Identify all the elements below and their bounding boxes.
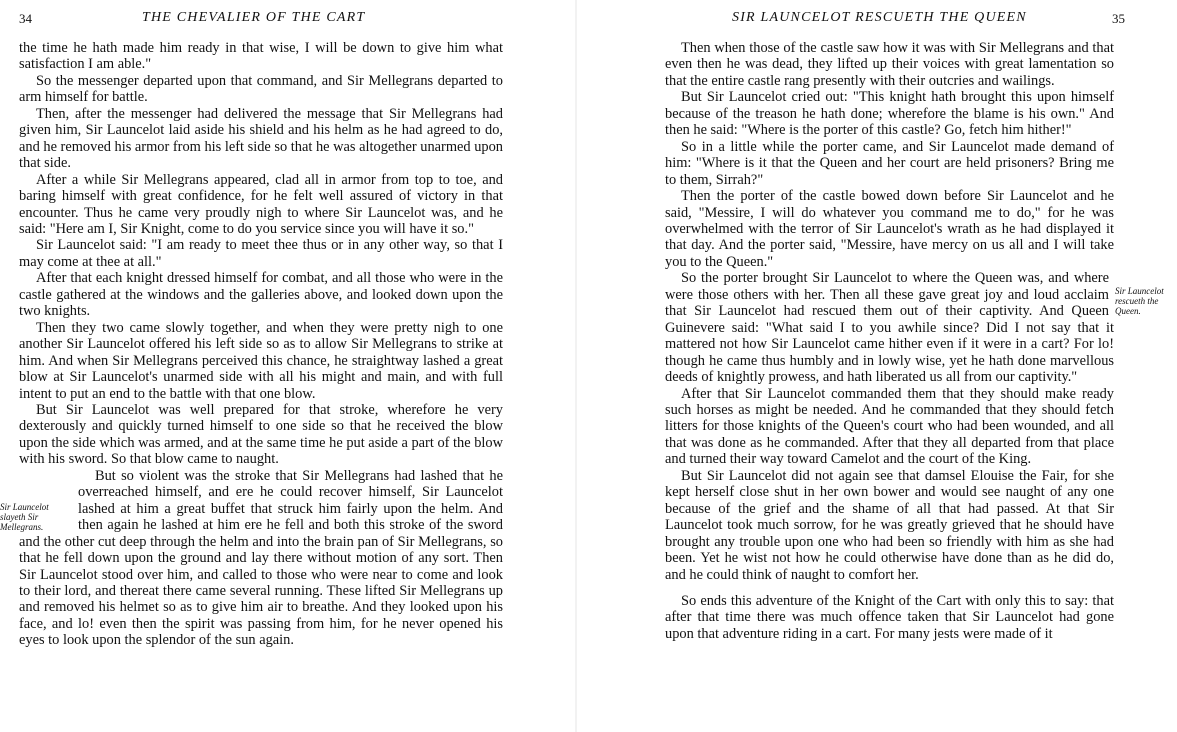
paragraph: Then they two came slowly together, and when they were pretty nigh to one another Sir Launcelot offered his left side so as to allow Sir Mellegrans to strike at him. And when Sir Mellegrans perceived this chance, he straightway lashed a great blow at Sir Launcelot's unarmed side with all his might and main, and with full intent to put an end to the battle with that one blow. — [19, 319, 503, 402]
section-gap — [665, 583, 1114, 593]
paragraph: Then the porter of the castle bowed down before Sir Launcelot and he said, "Messire, I will do whatever you command me to do," for he was overwhelmed with the terror of Sir Launcelot's wrath as he had displayed it that day. And the porter said, "Messire, have mercy on us all and I will take you to the Queen." — [665, 188, 1114, 270]
paragraph: So in a little while the porter came, and Sir Launcelot made demand of him: "Where is it that the Queen and her court are held prisoners? Bring me to them, Sirrah?" — [665, 138, 1114, 188]
paragraph: So the messenger departed upon that command, and Sir Mellegrans departed to arm himself for battle. — [19, 72, 503, 106]
running-head — [0, 9, 576, 29]
left-page — [0, 0, 576, 732]
paragraph: Sir Launcelot said: "I am ready to meet thee thus or in any other way, so that I may come at thee at all." — [19, 237, 503, 270]
paragraph: But Sir Launcelot cried out: "This knight hath brought this upon himself because of the treason he hath done; wherefore the blame is his own." And then he said: "Where is the porter of this castle? Go, fetch him hither!" — [665, 89, 1114, 139]
page-number: 34 — [19, 11, 32, 26]
paragraph: So ends this adventure of the Knight of the Cart with only this to say: that after that time there was much offence taken that Sir Launcelot had gone upon that adventure riding in a cart. For many jests were made of it — [665, 592, 1114, 642]
page-number: 35 — [1112, 11, 1125, 26]
marginal-note: Sir Launcelot rescueth the Queen. — [1115, 286, 1164, 317]
right-page — [576, 0, 1164, 732]
paragraph: But Sir Launcelot was well prepared for that stroke, wherefore he very dexterously and quickly turned himself to one side so that he received the blow upon the side which was armed, and at the same time he put aside a part of the blow with his sword. So that blow came to naught. — [19, 401, 503, 468]
body-text — [0, 40, 503, 649]
running-head-title: SIR LAUNCELOT RESCUETH THE QUEEN — [732, 10, 1027, 25]
paragraph: After that each knight dressed himself for combat, and all those who were in the castle gathered at the windows and the galleries above, and looked down upon the two knights. — [19, 270, 503, 320]
paragraph: the time he hath made him ready in that wise, I will be down to give him what satisfaction I am able." — [19, 40, 503, 73]
paragraph: After a while Sir Mellegrans appeared, clad all in armor from top to toe, and baring himself with great confidence, for he felt well assured of victory in that encounter. Thus he came very proudly nigh to where Sir Launcelot was, and he said: "Here am I, Sir Knight, come to do you service since you will have it so." — [19, 171, 503, 237]
paragraph: But so violent was the stroke that Sir Mellegrans had lashed that he overreached himself, and ere he could recover himself, Sir Launcelot lashed at him a great buffet that struck him fairly upon the helm. And then again he lashed at him ere he fell and both this stroke of the sword and the other cut deep through the helm and into the brain pan of Sir Mellegrans, so that he fell down upon the ground and lay there without motion of any sort. Then Sir Launcelot stood over him, and called to those who were near to come and look to their lord, and thereat there came several running. These lifted Sir Mellegrans up and removed his helmet so as to give him air to breathe. And they looked upon his face, and lo! even then the spirit was passing from him, for he never opened his eyes to look upon the splendor of the sun again. — [19, 467, 503, 649]
marginal-note: Sir Launcelot slayeth Sir Mellegrans. — [0, 501, 49, 532]
paragraph: But Sir Launcelot did not again see that damsel Elouise the Fair, for she kept herself close shut in her own bower and would see naught of any one because of the grief and the shame of all that had passed. At that Sir Launcelot took much sorrow, for he was greatly grieved that he should have brought any trouble upon one who had been so friendly with him as she had been. Yet he wist not how he could otherwise have done than as he did do, and he could think of naught to comfort her. — [665, 467, 1114, 583]
paragraph: So the porter brought Sir Launcelot to where the Queen was, and where were those others with her. Then all these gave great joy and loud acclaim that Sir Launcelot had rescued them out of their captivity. And Queen Guinevere said: "What said I to you awhile since? Did I not say that it mattered not how Sir Launcelot came hither even if it were in a cart? For lo! though he came thus humbly and in lowly wise, yet he hath done marvellous deeds of knightly prowess, and hath liberated us all from our captivity." — [665, 270, 1114, 386]
running-head — [576, 9, 1152, 29]
paragraph: Then, after the messenger had delivered the message that Sir Mellegrans had given him, Sir Launcelot laid aside his shield and his helm as he had agreed to do, and he removed his armor from his left side so that he was altogether unarmed upon that side. — [19, 105, 503, 172]
running-head-title: THE CHEVALIER OF THE CART — [142, 10, 366, 25]
paragraph: After that Sir Launcelot commanded them that they should make ready such horses as might be needed. And he commanded that they should fetch litters for those knights of the Queen's court who had been wounded, and all that was done as he commanded. After that they all departed from that place and turned their way toward Camelot and the court of the King. — [665, 385, 1114, 468]
paragraph: Then when those of the castle saw how it was with Sir Mellegrans and that even then he was dead, they lifted up their voices with great lamentation so that the entire castle rang presently with their outcries and wailings. — [665, 40, 1114, 89]
body-text — [665, 40, 1164, 642]
